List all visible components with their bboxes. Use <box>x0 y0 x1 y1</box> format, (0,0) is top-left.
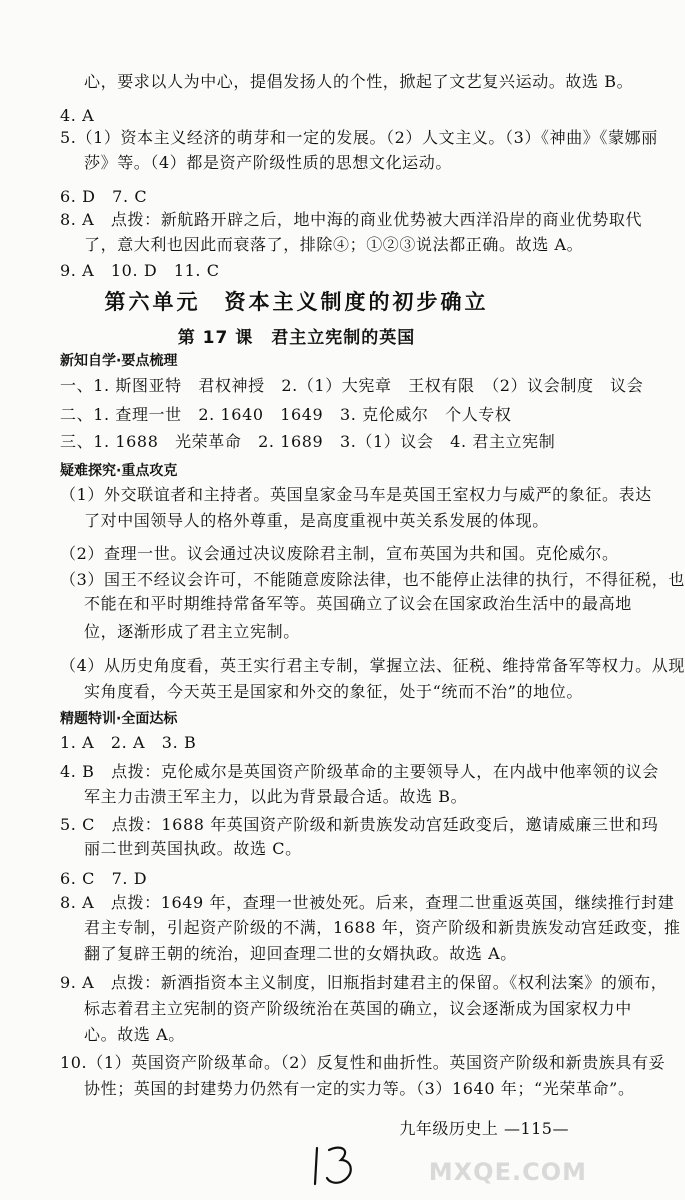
answer-line: （3）国王不经议会许可，不能随意废除法律，也不能停止法律的执行，不得征税，也 <box>60 570 685 589</box>
page-footer: 九年级历史上 —115— <box>399 1119 569 1138</box>
answer-line: 君主专制，引起资产阶级的不满，1688 年，资产阶级和新贵族发动宫廷政变，推 <box>84 918 681 937</box>
answer-line: 4. B 点拨：克伦威尔是英国资产阶级革命的主要领导人，在内战中他率领的议会 <box>60 762 659 781</box>
answer-line: 一、1. 斯图亚特 君权神授 2.（1）大宪章 王权有限 （2）议会制度 议会 <box>60 376 644 395</box>
answer-line: 了，意大利也因此而衰落了，排除④；①②③说法都正确。故选 A。 <box>84 235 584 254</box>
answer-line: 莎》等。（4）都是资产阶级性质的思想文化运动。 <box>84 153 452 172</box>
answer-line: 5. C 点拨：1688 年英国资产阶级和新贵族发动宫廷政变后，邀请威廉三世和玛 <box>60 815 659 834</box>
answer-line: 6. D 7. C <box>60 187 148 206</box>
answer-line: 不能在和平时期维持常备军等。英国确立了议会在国家政治生活中的最高地 <box>84 594 632 613</box>
answer-line: 实角度看，今天英王是国家和外交的象征，处于“统而不治”的地位。 <box>84 682 583 701</box>
section-heading: 精题特训·全面达标 <box>60 711 178 727</box>
answer-line: 8. A 点拨：新航路开辟之后，地中海的商业优势被大西洋沿岸的商业优势取代 <box>60 210 643 229</box>
answer-line: 三、1. 1688 光荣革命 2. 1689 3.（1）议会 4. 君主立宪制 <box>60 432 556 451</box>
answer-line: （2）查理一世。议会通过决议废除君主制，宣布英国为共和国。克伦威尔。 <box>60 544 619 563</box>
answer-line: 协性；英国的封建势力仍然有一定的实力等。（3）1640 年；“光荣革命”。 <box>84 1079 635 1098</box>
handwritten-number-mark <box>305 1140 365 1190</box>
answer-line: 标志着君主立宪制的资产阶级统治在英国的确立，议会逐渐成为国家权力中 <box>84 999 632 1018</box>
answer-line: 二、1. 查理一世 2. 1640 1649 3. 克伦威尔 个人专权 <box>60 405 512 424</box>
answer-line: （1）外交联谊者和主持者。英国皇家金马车是英国王室权力与威严的象征。表达 <box>60 485 652 504</box>
answer-line: （4）从历史角度看，英王实行君主专制，掌握立法、征税、维持常备军等权力。从现 <box>60 656 685 675</box>
watermark: MXQE.COM <box>428 1158 587 1186</box>
answer-line: 丽二世到英国执政。故选 C。 <box>84 839 302 858</box>
answer-line: 了对中国领导人的格外尊重，是高度重视中英关系发展的体现。 <box>84 511 549 530</box>
answer-line: 心，要求以人为中心，提倡发扬人的个性，掀起了文艺复兴运动。故选 B。 <box>84 72 634 91</box>
unit-title: 第六单元 资本主义制度的初步确立 <box>104 289 489 314</box>
section-heading: 新知自学·要点梳理 <box>60 353 178 369</box>
answer-line: 5.（1）资本主义经济的萌芽和一定的发展。（2）人文主义。（3）《神曲》《蒙娜丽 <box>60 128 658 147</box>
answer-line: 6. C 7. D <box>60 869 148 888</box>
answer-line: 心。故选 A。 <box>84 1025 185 1044</box>
answer-line: 9. A 点拨：新酒指资本主义制度，旧瓶指封建君主的保留。《权利法案》的颁布， <box>60 973 668 992</box>
answer-line: 9. A 10. D 11. C <box>60 261 220 280</box>
lesson-title: 第 17 课 君主立宪制的英国 <box>177 328 416 348</box>
answer-line: 4. A <box>60 106 95 125</box>
answer-line: 军主力击溃王军主力，以此为背景最合适。故选 B。 <box>84 787 468 806</box>
answer-line: 1. A 2. A 3. B <box>60 733 197 752</box>
answer-line: 位，逐渐形成了君主立宪制。 <box>84 622 300 641</box>
section-heading: 疑难探究·重点攻克 <box>60 463 178 479</box>
answer-line: 翻了复辟王朝的统治，迎回查理二世的女婿执政。故选 A。 <box>84 944 517 963</box>
answer-line: 8. A 点拨：1649 年，查理一世被处死。后来，查理二世重返英国，继续推行封建 <box>60 893 675 912</box>
answer-line: 10.（1）英国资产阶级革命。（2）反复性和曲折性。英国资产阶级和新贵族具有妥 <box>60 1053 666 1072</box>
